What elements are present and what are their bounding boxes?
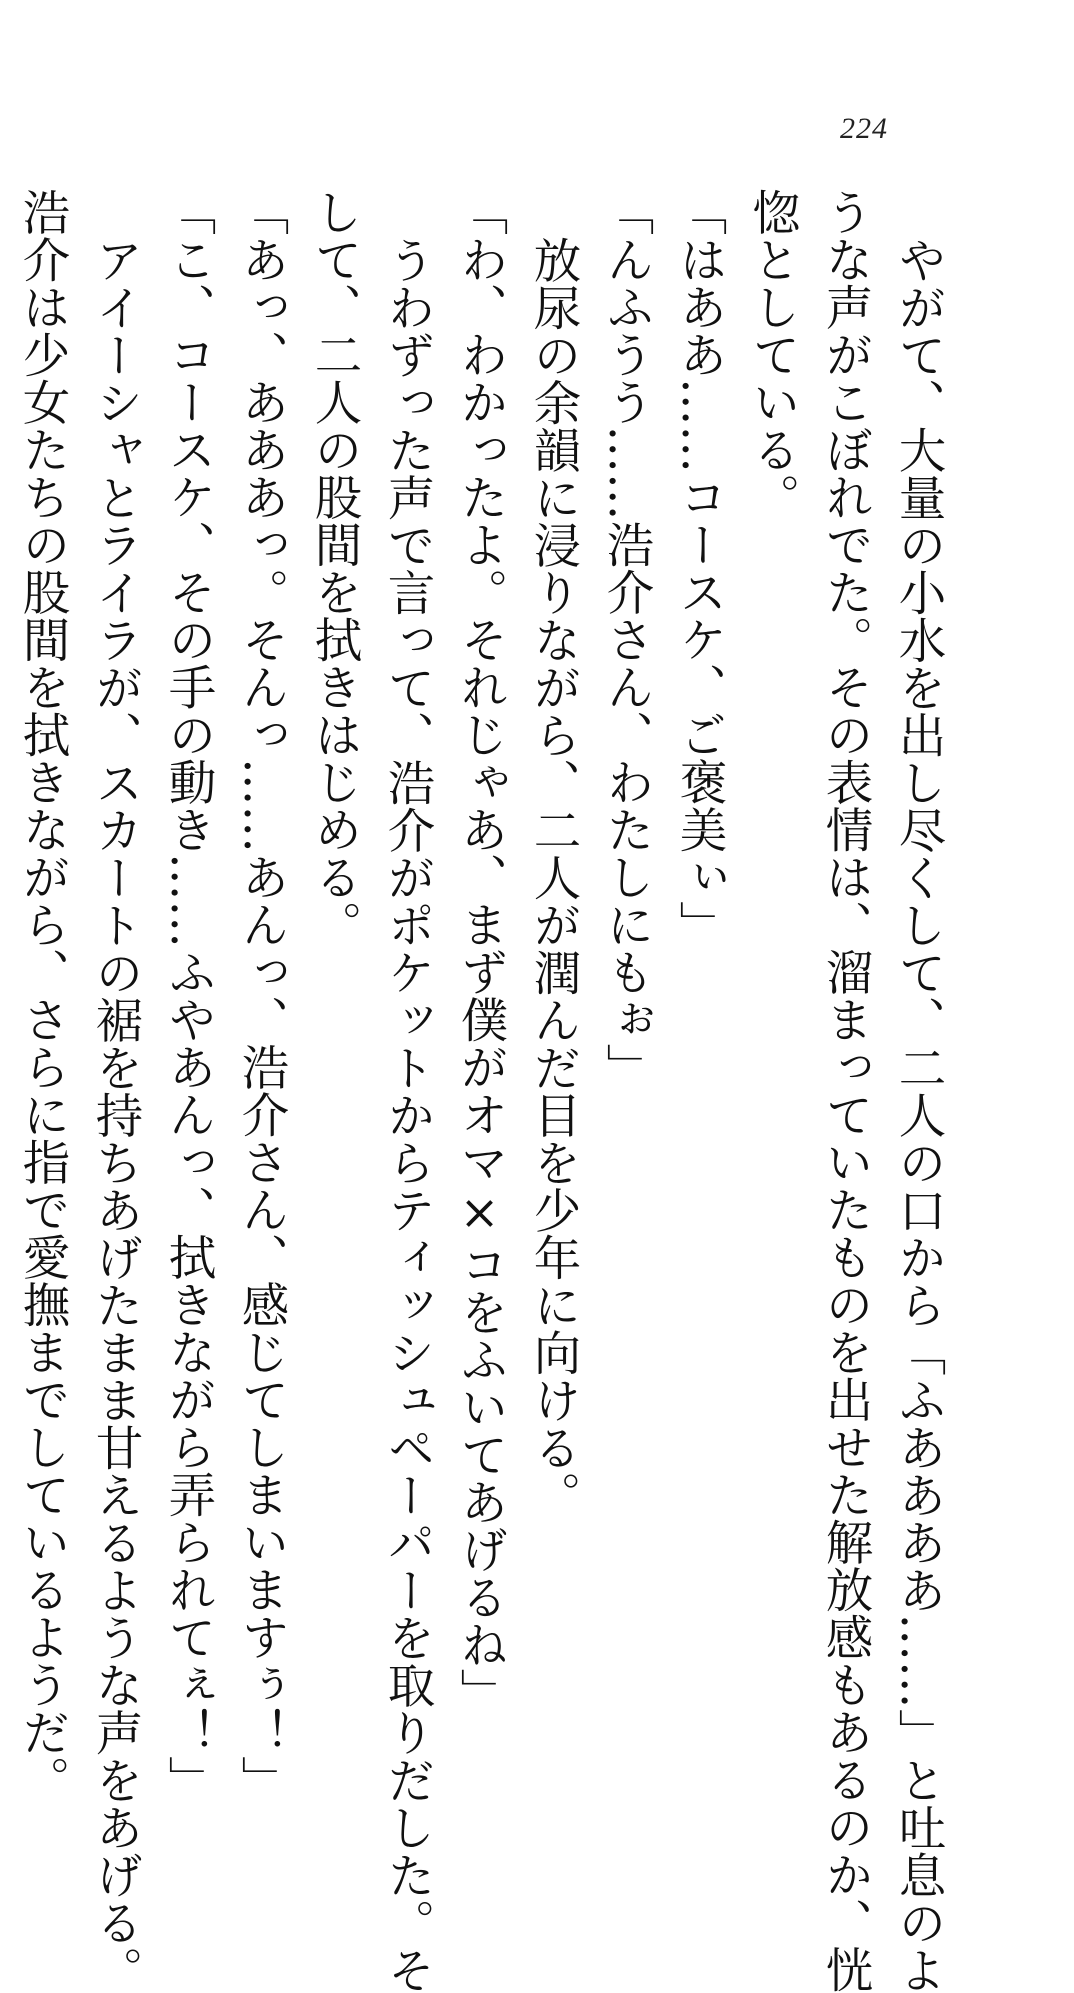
text-line: して、二人の股間を拭きはじめる。 [306, 188, 361, 948]
text-line: うわずった声で言って、浩介がポケットからティッシュペーパーを取りだした。そ [379, 235, 434, 1993]
dialogue-line: 「はああ……コースケ、ご褒美ぃ」 [671, 188, 726, 948]
text-line: 放尿の余韻に浸りながら、二人が潤んだ目を少年に向ける。 [525, 235, 580, 1518]
dialogue-line: 「こ、コースケ、その手の動き……ふやあんっ、拭きながら弄られてぇ！」 [160, 188, 215, 1803]
page-number: 224 [840, 112, 888, 145]
text-line: うな声がこぼれでた。その表情は、溜まっていたものを出せた解放感もあるのか、恍 [817, 188, 872, 1993]
text-line: やがて、大量の小水を出し尽くして、二人の口から「ふああああ……」と吐息のよ [890, 235, 945, 1993]
dialogue-line: 「わ、わかったよ。それじゃあ、まず僕がオマ×コをふいてあげるね」 [452, 188, 507, 1716]
text-line: 惚としている。 [744, 188, 799, 521]
text-line: アイーシャとライラが、スカートの裾を持ちあげたまま甘えるような声をあげる。 [87, 235, 142, 1993]
body-text [0, 188, 954, 1993]
text-line: 浩介は少女たちの股間を拭きながら、さらに指で愛撫までしているようだ。 [14, 188, 69, 1803]
text-line [0, 188, 5, 1528]
dialogue-line: 「んふうう……浩介さん、わたしにもぉ」 [598, 188, 653, 1091]
dialogue-line: 「あっ、あああっ。そんっ……あんっ、浩介さん、感じてしまいますぅ！」 [233, 188, 288, 1803]
